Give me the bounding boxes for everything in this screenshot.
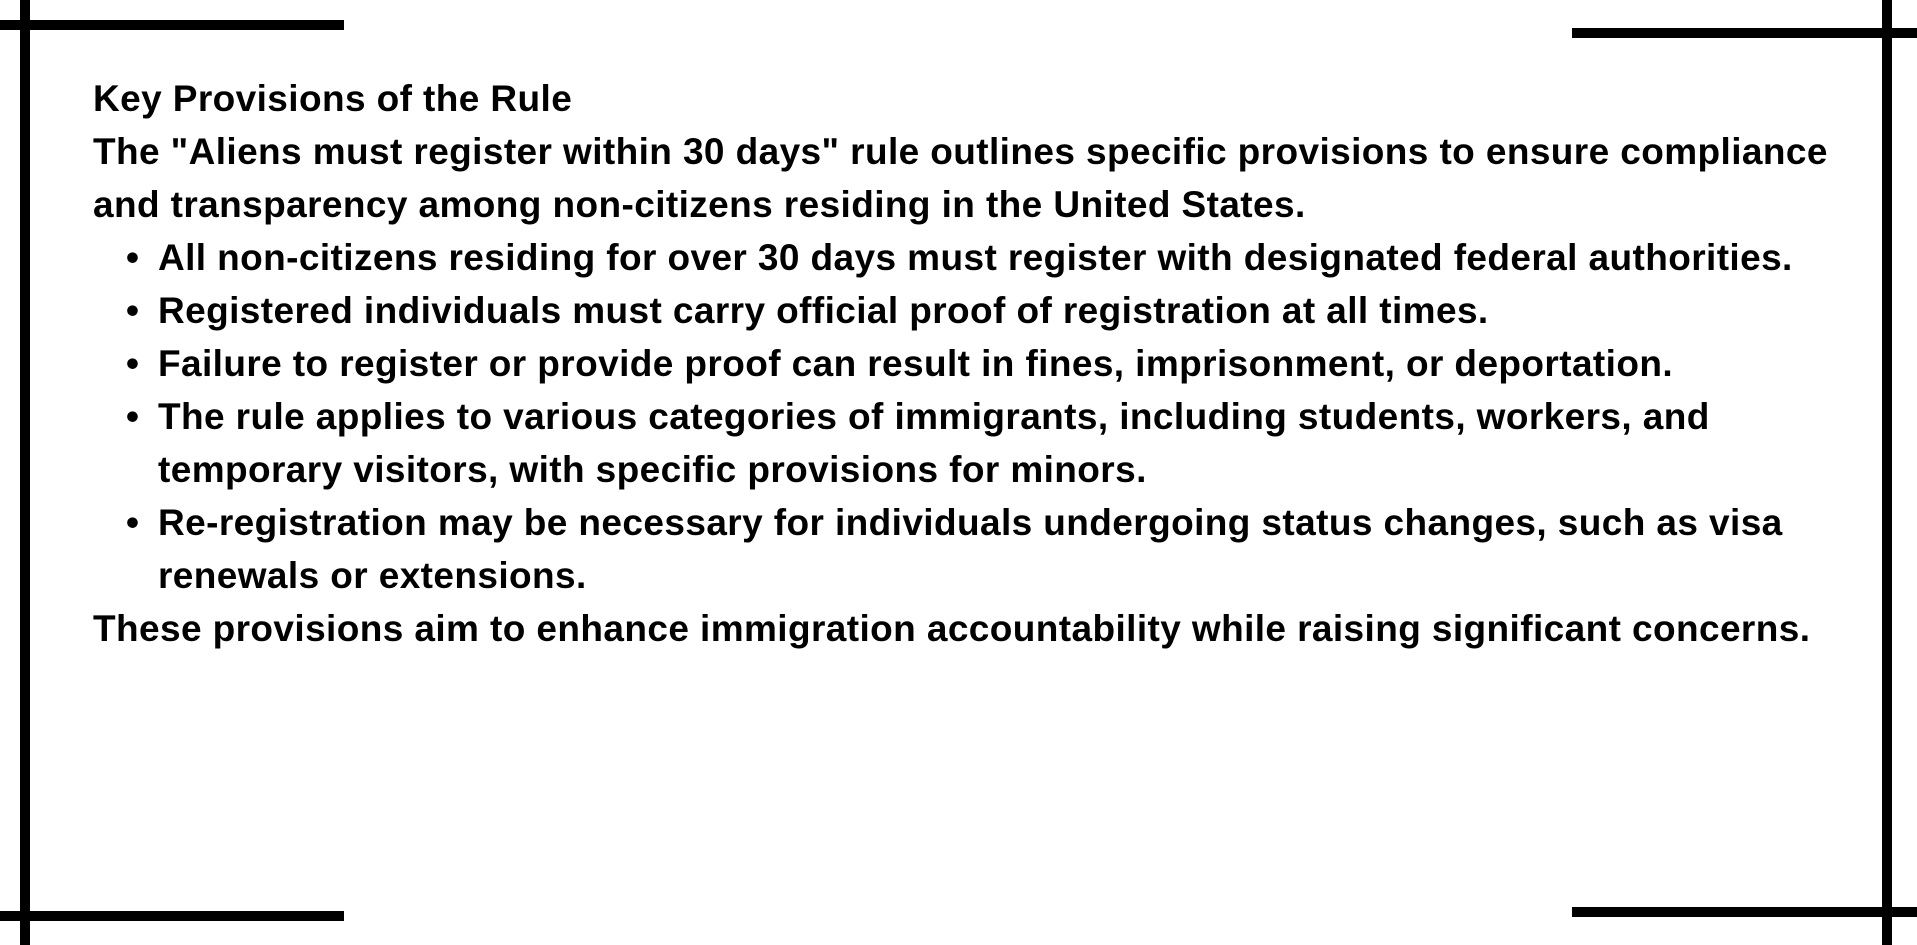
frame-left-rail	[20, 0, 30, 945]
intro-paragraph: The "Aliens must register within 30 days" rule outlines specific provisions to ensure compliance and transparency among non-citizens residing in the United States.	[93, 131, 1828, 225]
bullet-icon: •	[126, 237, 140, 278]
bullet-icon: •	[126, 343, 140, 384]
frame-bottom-left-bar	[0, 911, 344, 921]
provision-text: All non-citizens residing for over 30 days must register with designated federal authorities.	[158, 237, 1793, 278]
provision-text: Failure to register or provide proof can result in fines, imprisonment, or deportation.	[158, 343, 1673, 384]
provisions-list	[93, 231, 1863, 602]
list-item	[126, 337, 1863, 390]
conclusion-paragraph: These provisions aim to enhance immigration accountability while raising significant concerns.	[93, 608, 1811, 649]
provision-text: Registered individuals must carry official proof of registration at all times.	[158, 290, 1489, 331]
list-item	[126, 231, 1863, 284]
bullet-icon: •	[126, 396, 140, 437]
frame-right-rail	[1882, 0, 1892, 945]
bullet-icon: •	[126, 502, 140, 543]
frame-top-right-bar	[1572, 28, 1917, 38]
list-item	[126, 496, 1863, 602]
frame-bottom-right-bar	[1572, 907, 1917, 917]
frame-top-left-bar	[0, 20, 344, 30]
list-item	[126, 390, 1863, 496]
provision-text: The rule applies to various categories of immigrants, including students, workers, and temporary visitors, with specific provisions for minors.	[158, 396, 1710, 490]
document-body	[93, 72, 1863, 655]
provision-text: Re-registration may be necessary for individuals undergoing status changes, such as visa renewals or extensions.	[158, 502, 1783, 596]
list-item	[126, 284, 1863, 337]
document-heading: Key Provisions of the Rule	[93, 78, 573, 119]
bullet-icon: •	[126, 290, 140, 331]
